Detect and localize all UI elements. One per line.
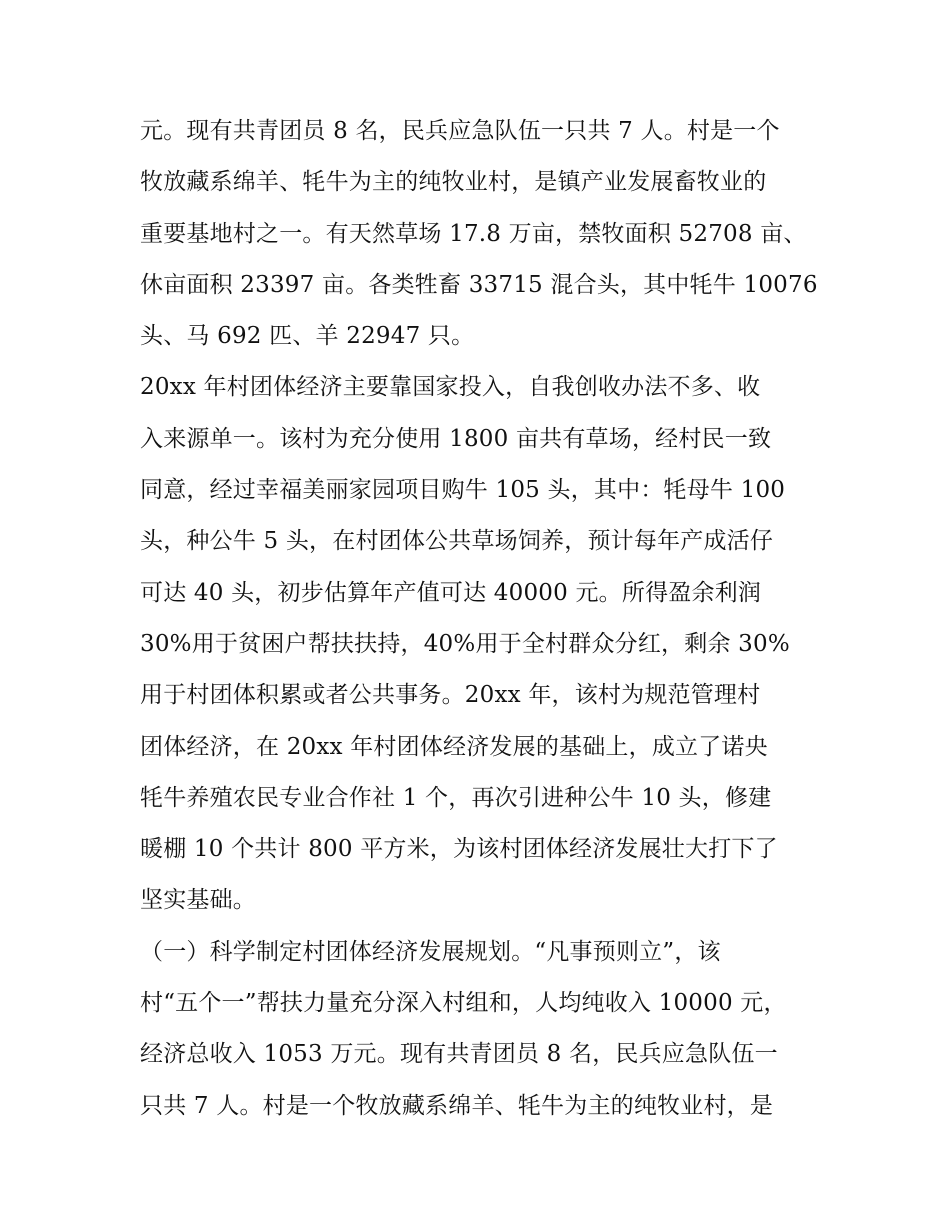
text-line: 村“五个一”帮扶力量充分深入村组和，人均纯收入 10000 元， xyxy=(140,990,787,1017)
text-line: 经济总收入 1053 万元。现有共青团员 8 名，民兵应急队伍一 xyxy=(140,1041,778,1068)
text-line: 牦牛养殖农民专业合作社 1 个，再次引进种公牛 10 头，修建 xyxy=(140,784,772,811)
text-line: 可达 40 头，初步估算年产值可达 40000 元。所得盈余利润 xyxy=(140,579,762,606)
text-line: 重要基地村之一。有天然草场 17.8 万亩，禁牧面积 52708 亩、 xyxy=(140,220,807,247)
text-line: 坚实基础。 xyxy=(140,887,256,914)
text-line: 用于村团体积累或者公共事务。20xx 年，该村为规范管理村 xyxy=(140,682,761,709)
document-body xyxy=(140,106,820,1132)
text-line: 牧放藏系绵羊、牦牛为主的纯牧业村，是镇产业发展畜牧业的 xyxy=(140,169,767,196)
text-line: （一）科学制定村团体经济发展规划。“凡事预则立”，该 xyxy=(140,938,721,965)
text-line: 20xx 年村团体经济主要靠国家投入，自我创收办法不多、收 xyxy=(140,374,761,401)
text-line: 头，种公牛 5 头，在村团体公共草场饲养，预计每年产成活仔 xyxy=(140,528,774,555)
text-line: 只共 7 人。村是一个牧放藏系绵羊、牦牛为主的纯牧业村，是 xyxy=(140,1092,774,1119)
text-line: 头、马 692 匹、羊 22947 只。 xyxy=(140,323,475,350)
text-line: 暖棚 10 个共计 800 平方米，为该村团体经济发展壮大打下了 xyxy=(140,836,778,863)
text-line: 30%用于贫困户帮扶扶持，40%用于全村群众分红，剩余 30% xyxy=(140,630,790,657)
text-line: 团体经济，在 20xx 年村团体经济发展的基础上，成立了诺央 xyxy=(140,733,768,760)
text-line: 休亩面积 23397 亩。各类牲畜 33715 混合头，其中牦牛 10076 xyxy=(140,271,818,298)
text-line: 元。现有共青团员 8 名，民兵应急队伍一只共 7 人。村是一个 xyxy=(140,118,780,144)
text-line: 入来源单一。该村为充分使用 1800 亩共有草场，经村民一致 xyxy=(140,425,772,452)
text-line: 同意，经过幸福美丽家园项目购牛 105 头，其中：牦母牛 100 xyxy=(140,477,786,504)
